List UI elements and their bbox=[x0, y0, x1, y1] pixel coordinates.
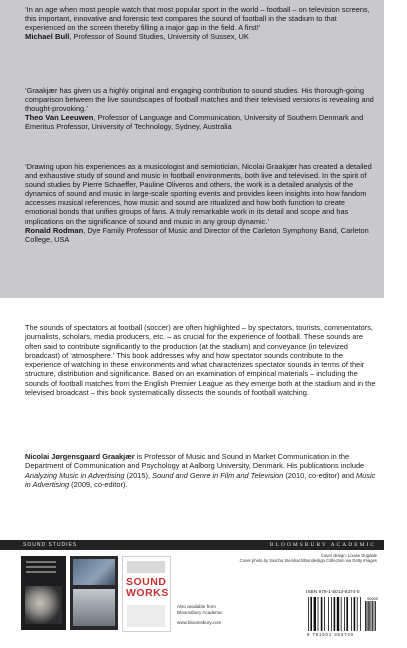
reviewer-name: Ronald Rodman bbox=[25, 225, 84, 235]
book-description bbox=[25, 323, 377, 397]
review-quote-3 bbox=[25, 162, 377, 244]
review-quote-2 bbox=[25, 86, 377, 131]
price-code: 90000 bbox=[367, 596, 379, 601]
related-book-cover-3 bbox=[122, 556, 171, 632]
publisher-logo: BLOOMSBURY ACADEMIC bbox=[269, 542, 376, 548]
cover-title: SOUND WORKS bbox=[126, 576, 169, 599]
cover-image bbox=[25, 586, 62, 624]
barcode bbox=[307, 597, 377, 631]
series-band bbox=[0, 540, 384, 550]
isbn: ISBN 978-1-5013-6374-0 bbox=[306, 590, 360, 595]
book-title: Music in Advertising bbox=[25, 470, 376, 489]
reviewer-affiliation: , Professor of Language and Communication, University of Southern Denmark and Emeritus Professor, University of Technology, Sydney, Australia bbox=[25, 113, 364, 132]
reviewer-name: Theo Van Leeuwen bbox=[25, 113, 94, 123]
book-title: Sound and Genre in Film and Television bbox=[152, 470, 284, 480]
review-panel bbox=[0, 0, 384, 298]
cover-credits: Cover design: Louise Dugdale Cover photo by Sascha Steinbach/Bundesliga Collection via Getty Images bbox=[239, 553, 377, 564]
barcode-number: 9 781501 363740 bbox=[307, 632, 354, 637]
book-title: Analyzing Music in Advertising bbox=[25, 470, 125, 480]
review-text: ‘Graakjær has given us a highly original and engaging contribution to sound studies. His thorough-going comparison between the live soundscapes of football matches and their televised versions is revealing and thought-provoking.’ bbox=[25, 86, 374, 114]
related-book-cover-2 bbox=[70, 556, 118, 630]
spine-margin bbox=[384, 0, 407, 648]
cover-image bbox=[73, 589, 115, 626]
reviewer-name: Michael Bull bbox=[25, 32, 70, 42]
reviewer-affiliation: , Dye Family Professor of Music and Director of the Carleton Symphony Band, Carleton College, USA bbox=[25, 225, 369, 244]
review-text: ‘Drawing upon his experiences as a musicologist and semiotician, Nicolai Graakjær has created a detailed and exhaustive study of sound and music in football environments, both live and televised. In the spirit of sound studies by Pierre Schaeffer, Pauline Oliveros and others, the work is a detailed analysis of the dynamics of sound and music in large-scale sporting events and provides keen insights into how fandom accesses musical references, how music and sound are ritualized and how both function to create emotional bonds that unifies groups of fans. A truly remarkable work in its detail and scope and has implications on the significance of sound and music in any group dynamic.’ bbox=[25, 162, 372, 226]
cover-image bbox=[73, 559, 115, 585]
author-bio: Nicolai Jørgensgaard Graakjær is Professor of Music and Sound in Market Communication in the Department of Communication and Psychology at Aalborg University, Denmark. His publications include Analyzing Music in Advertising (2015), Sound and Genre in Film and Television (2010, co-editor) and Music in Advertising (2009, co-editor). bbox=[25, 452, 376, 489]
also-available: Also available from Bloomsbury Academic bbox=[177, 604, 223, 615]
series-name: SOUND STUDIES bbox=[23, 542, 78, 548]
related-book-cover-1 bbox=[21, 556, 66, 630]
description-text: The sounds of spectators at football (soccer) are often highlighted – by spectators, tourists, commentators, journalists, scholars, media producers, etc. – as crucial for the experience of football. These sounds are often said to contribute significantly to the production (at the stadium) and conveyance (in televized broadcast) of ‘atmosphere.’ This book addresses why and how spectator sounds contribute to the experience of watching in these environments and what characterizes spectator sounds in terms of their structure, distribution and significance. Based on an examination of empirical materials – including the sounds of football matches from the English Premier League as they emerge both at the stadium and in the televised broadcast – this book systematically dissects the sounds of football watching. bbox=[25, 323, 376, 397]
author-name: Nicolai Jørgensgaard Graakjær bbox=[25, 452, 135, 461]
review-quote-1 bbox=[25, 5, 377, 41]
review-text: ‘In an age when most people watch that most popular sport in the world – football – on television screens, this important, innovative and forensic text compares the sound of football in the stadium to that experienced on the screen thereby filling a major gap in the field. A first!’ bbox=[25, 5, 370, 33]
publisher-website: www.bloomsbury.com bbox=[177, 620, 222, 625]
reviewer-affiliation: , Professor of Sound Studies, University of Sussex, UK bbox=[69, 32, 249, 42]
